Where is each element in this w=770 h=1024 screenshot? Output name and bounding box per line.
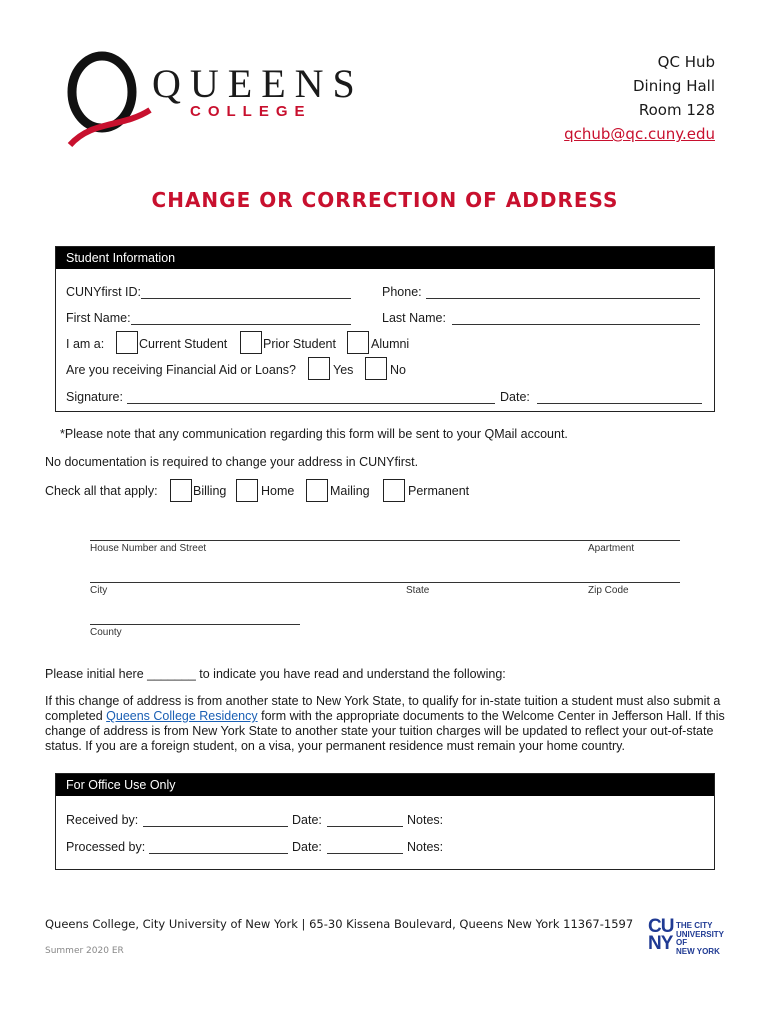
cuny-logo-text <box>676 922 724 956</box>
financial-aid-no-checkbox[interactable] <box>365 357 387 380</box>
no-label: No <box>390 363 406 377</box>
first-name-label: First Name: <box>66 311 131 325</box>
current-student-label: Current Student <box>139 337 228 351</box>
check-all-label: Check all that apply: <box>45 484 158 498</box>
cunyfirst-id-field[interactable] <box>141 284 351 299</box>
alumni-label: Alumni <box>371 337 410 351</box>
logo-queens-text: QUEENS <box>152 61 364 106</box>
paragraph-text: If this change of address is from another state to New York State, to qualify for in-state tuition a student must also submit a completed <box>45 694 721 723</box>
mailing-checkbox[interactable] <box>306 479 328 502</box>
house-street-label: House Number and Street <box>90 543 207 554</box>
billing-label: Billing <box>193 484 227 498</box>
prior-student-checkbox[interactable] <box>240 331 262 354</box>
received-date-label: Date: <box>292 813 322 827</box>
processed-by-field[interactable] <box>149 839 288 854</box>
student-info-header: Student Information <box>56 247 714 269</box>
i-am-a-label: I am a: <box>66 337 105 351</box>
no-documentation-note: No documentation is required to change your address in CUNYfirst. <box>45 455 419 469</box>
prior-student-label: Prior Student <box>263 337 336 351</box>
phone-field[interactable] <box>426 284 700 299</box>
last-name-field[interactable] <box>452 310 700 325</box>
state-label: State <box>406 585 430 596</box>
permanent-label: Permanent <box>408 484 470 498</box>
street-field[interactable] <box>90 540 680 541</box>
first-name-field[interactable] <box>131 310 351 325</box>
cuny-logo-letters: CU <box>648 916 674 937</box>
received-date-field[interactable] <box>327 812 403 827</box>
county-label: County <box>90 627 122 638</box>
cuny-logo-letters: NY <box>648 933 673 954</box>
email-link[interactable]: qchub@qc.cuny.edu <box>564 125 715 143</box>
received-by-label: Received by: <box>66 813 139 827</box>
current-student-checkbox[interactable] <box>116 331 138 354</box>
residency-link[interactable]: Queens College Residency <box>106 709 258 723</box>
processed-date-field[interactable] <box>327 839 403 854</box>
home-checkbox[interactable] <box>236 479 258 502</box>
cuny-text-line: OF <box>676 938 688 947</box>
processed-by-label: Processed by: <box>66 840 146 854</box>
cuny-logo <box>648 918 673 952</box>
processed-date-label: Date: <box>292 840 322 854</box>
footer-version: Summer 2020 ER <box>45 946 124 956</box>
permanent-checkbox[interactable] <box>383 479 405 502</box>
footer-address: Queens College, City University of New York | 65-30 Kissena Boulevard, Queens New York 11367-1597 <box>45 917 634 931</box>
phone-label: Phone: <box>382 285 422 299</box>
last-name-label: Last Name: <box>382 311 446 325</box>
cuny-text-line: NEW YORK <box>676 946 720 956</box>
financial-aid-label: Are you receiving Financial Aid or Loans? <box>66 363 296 377</box>
financial-aid-yes-checkbox[interactable] <box>308 357 330 380</box>
student-info-box <box>55 246 715 412</box>
billing-checkbox[interactable] <box>170 479 192 502</box>
signature-date-field[interactable] <box>537 389 702 404</box>
cunyfirst-id-label: CUNYfirst ID: <box>66 285 141 299</box>
signature-field[interactable] <box>127 389 495 404</box>
mailing-label: Mailing <box>330 484 370 498</box>
alumni-checkbox[interactable] <box>347 331 369 354</box>
county-field[interactable] <box>90 624 300 625</box>
queens-q-logo-icon <box>62 50 152 150</box>
signature-date-label: Date: <box>500 390 530 404</box>
hub-line: Room 128 <box>638 101 715 119</box>
initial-instruction: Please initial here _______ to indicate you have read and understand the following: <box>45 667 506 681</box>
hub-contact <box>564 50 715 146</box>
cuny-text-line: THE CITY <box>676 921 713 930</box>
signature-label: Signature: <box>66 390 123 404</box>
paragraph-text: form with the appropriate documents to the Welcome Center in Jefferson Hall. If this change of address is from New York State to another state your tuition charges will be updated to reflect your out-of-state status. If you are a foreign student, on a visa, your permanent residence must remain your home country. <box>45 709 725 753</box>
logo-college-text: COLLEGE <box>190 103 312 120</box>
yes-label: Yes <box>333 363 354 377</box>
zip-label: Zip Code <box>588 585 629 596</box>
city-label: City <box>90 585 108 596</box>
page-title: CHANGE OR CORRECTION OF ADDRESS <box>151 188 619 212</box>
residency-paragraph <box>45 694 727 754</box>
hub-line: Dining Hall <box>633 77 715 95</box>
qmail-note: *Please note that any communication regarding this form will be sent to your QMail account. <box>60 427 568 441</box>
received-notes-label: Notes: <box>407 813 444 827</box>
hub-line: QC Hub <box>657 53 715 71</box>
cuny-text-line: UNIVERSITY <box>676 929 725 939</box>
home-label: Home <box>261 484 295 498</box>
city-state-zip-field[interactable] <box>90 582 680 583</box>
apartment-label: Apartment <box>588 543 635 554</box>
processed-notes-label: Notes: <box>407 840 444 854</box>
office-use-header: For Office Use Only <box>56 774 714 796</box>
received-by-field[interactable] <box>143 812 288 827</box>
